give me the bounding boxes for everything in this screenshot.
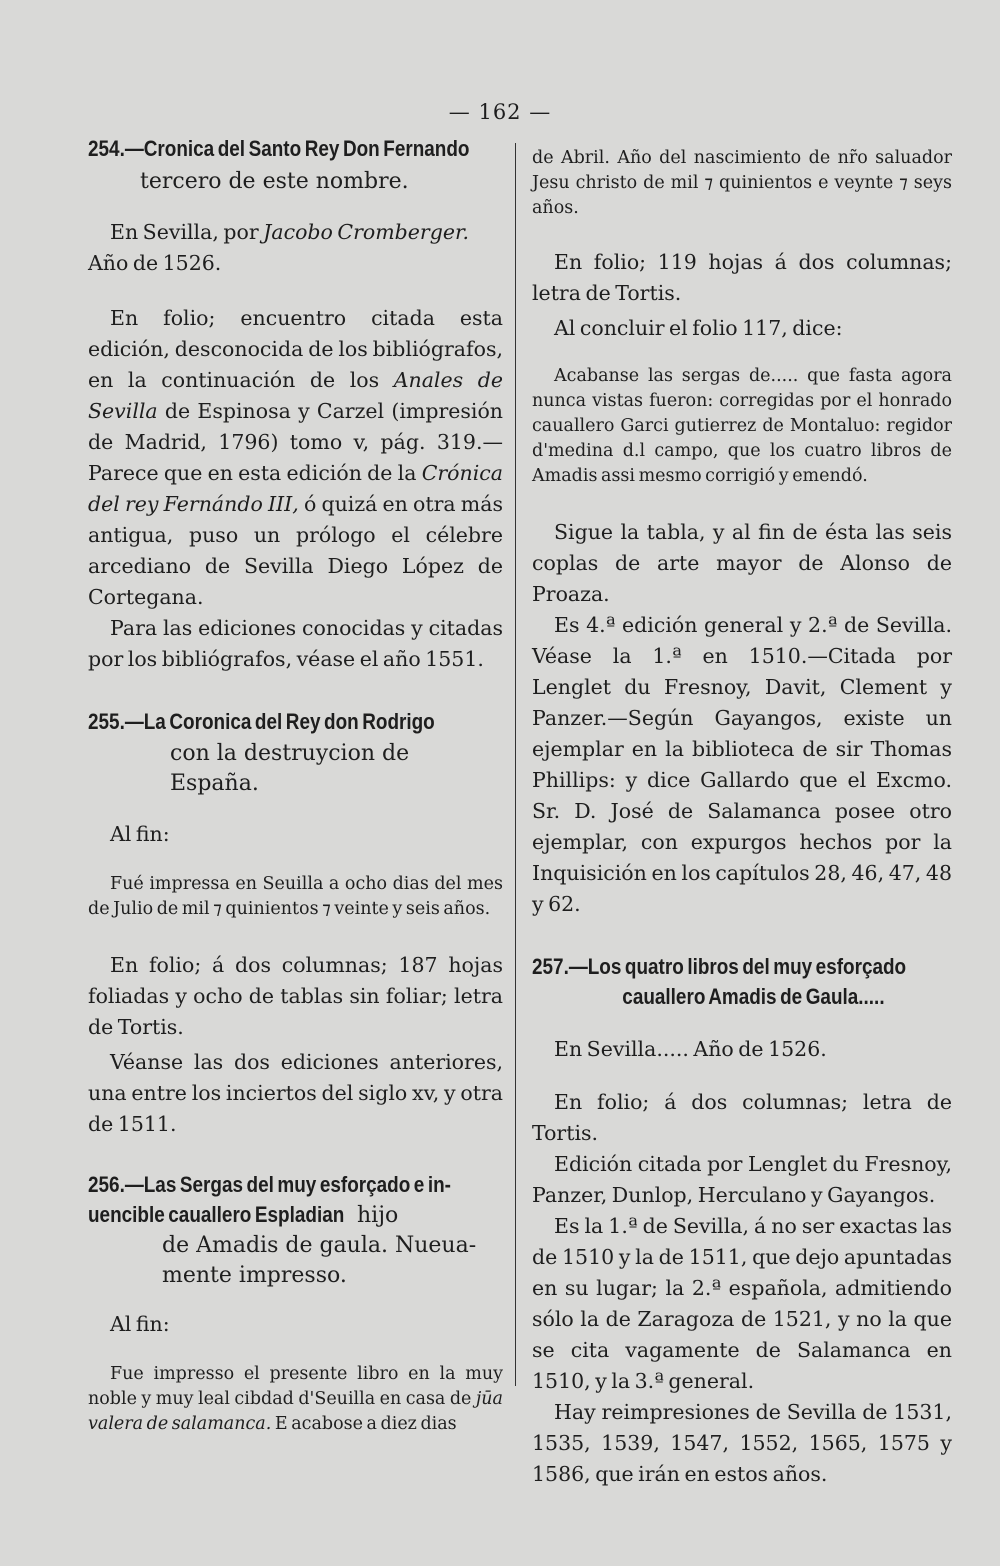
left-column xyxy=(88,134,503,1437)
entry-256-note: Es 4.ª edición general y 2.ª de Sevilla. Véase la 1.ª en 1510.—Citada por Lenglet du Fresnoy, Davit, Clement y Panzer.—Según Gayangos, existe un ejemplar en la biblioteca de sir Thomas Phillips: y dice Gallardo que el Excmo. Sr. D. José de Salamanca posee otro ejemplar, con expurgos hechos por la Inquisición en los capítulos 28, 46, 47, 48 y 62. xyxy=(532,613,952,916)
entry-257-imprint: En Sevilla..... Año de 1526. xyxy=(554,1037,827,1061)
entry-257-note: Hay reimpresiones de Sevilla de 1531, 1535, 1539, 1547, 1552, 1565, 1575 y 1586, que irán en estos años. xyxy=(532,1400,952,1486)
entry-256-colophon: Fue impresso el presente libro en la muy noble y muy leal cibdad d'Seuilla en casa de jūa valera de salamanca. E acabose a diez dias xyxy=(88,1364,503,1434)
printer-name: Jacobo Cromberger. xyxy=(263,220,470,244)
colophon-label: Al fin: xyxy=(110,822,170,846)
entry-title-bold: uencible cauallero Espladian xyxy=(88,1202,345,1227)
entry-254-note: Para las ediciones conocidas y citadas por los bibliógrafos, véase el año 1551. xyxy=(88,616,503,671)
entry-256-note: Sigue la tabla, y al fin de ésta las seis coplas de arte mayor de Alonso de Proaza. xyxy=(532,520,952,606)
entry-257-heading-line2: cauallero Amadis de Gaula..... xyxy=(622,984,885,1009)
entry-title-bold: Cronica del Santo Rey Don Fernando xyxy=(143,136,470,161)
entry-256-collation: En folio; 119 hojas á dos columnas; letra de Tortis. xyxy=(532,250,952,305)
entry-254-description: En folio; encuentro citada esta edición, desconocida de los bibliógrafos, en la continuación de los Anales de Sevilla de Espinosa y Carzel (impresión de Madrid, 1796) tomo v, pág. 319.—Parece que en esta edición de la Crónica del rey Fernándo III, ó quizá en otra más antigua, puso un prólogo el célebre arcediano de Sevilla Diego López de Cortegana. xyxy=(88,306,503,609)
entry-256-quote: Acabanse las sergas de..... que fasta agora nunca vistas fueron: corregidas por el honrado cauallero Garci gutierrez de Montaluo: regidor d'medina d.l campo, que los cuatro libros de Amadis assi mesmo corrigió y emendó. xyxy=(532,366,952,486)
entry-255-colophon: Fué impressa en Seuilla a ocho dias del mes de Julio de mil ⁊ quinientos ⁊ veinte y seis años. xyxy=(88,874,503,919)
entry-number: 257.— xyxy=(532,954,588,979)
entry-255-heading xyxy=(88,707,445,737)
entry-257-heading-line1 xyxy=(532,952,907,982)
entry-number: 254.— xyxy=(88,136,144,161)
column-divider xyxy=(515,143,516,1386)
entry-255-title-rest: con la destruycion de España. xyxy=(170,741,410,796)
entry-title-bold: La Coronica del Rey don Rodrigo xyxy=(143,709,435,734)
printer-name: jūa valera de salamanca. xyxy=(88,1389,503,1434)
entry-255-collation: En folio; á dos columnas; 187 hojas foliadas y ocho de tablas sin foliar; letra de Tortis. xyxy=(88,953,503,1039)
cited-title: Crónica del rey Fernándo III, xyxy=(88,461,503,516)
entry-256-heading-line2: uencible cauallero Espladian hijo xyxy=(88,1202,399,1228)
entry-257-collation: En folio; á dos columnas; letra de Tortis. xyxy=(532,1090,952,1145)
entry-254 xyxy=(88,134,503,675)
entry-257-note: Es la 1.ª de Sevilla, á no ser exactas las de 1510 y la de 1511, que dejo apuntadas en su lugar; la 2.ª española, admitiendo sólo la de Zaragoza de 1521, y no la que se cita vagamente de Salamanca en 1510, y la 3.ª general. xyxy=(532,1214,952,1393)
entry-256 xyxy=(88,1170,503,1437)
entry-257 xyxy=(532,952,952,1490)
entry-256-colophon-continued: de Abril. Año del nascimiento de nr̃o saluador Jesu christo de mil ⁊ quinientos e veynte ⁊ seys años. xyxy=(532,148,952,218)
entry-title-bold: Los quatro libros del muy esforçado xyxy=(587,954,907,979)
page-number: — 162 — xyxy=(448,100,552,124)
entry-256-heading-line1 xyxy=(88,1170,451,1200)
quote-label: Al concluir el folio 117, dice: xyxy=(554,316,843,340)
entry-title-bold: Las Sergas del muy esforçado e in- xyxy=(143,1172,451,1197)
colophon-label: Al fin: xyxy=(110,1312,170,1336)
entry-256-title-rest: de Amadis de gaula. Nueua- xyxy=(162,1233,477,1258)
right-column xyxy=(532,134,952,1490)
entry-255 xyxy=(88,707,503,1140)
entry-254-title-rest: tercero de este nombre. xyxy=(140,169,409,194)
entry-256-title-rest: mente impresso. xyxy=(162,1263,347,1288)
entry-257-note: Edición citada por Lenglet du Fresnoy, Panzer, Dunlop, Herculano y Gayangos. xyxy=(532,1152,952,1207)
entry-254-heading xyxy=(88,134,470,164)
entry-255-note: Véanse las dos ediciones anteriores, una entre los inciertos del siglo xv, y otra de 1511. xyxy=(88,1050,503,1136)
entry-254-imprint: En Sevilla, por Jacobo Cromberger. Año de 1526. xyxy=(88,220,470,275)
entry-number: 255.— xyxy=(88,709,144,734)
entry-number: 256.— xyxy=(88,1172,144,1197)
entry-256-continued xyxy=(532,146,952,920)
cited-title: Anales de Sevilla xyxy=(88,368,503,423)
